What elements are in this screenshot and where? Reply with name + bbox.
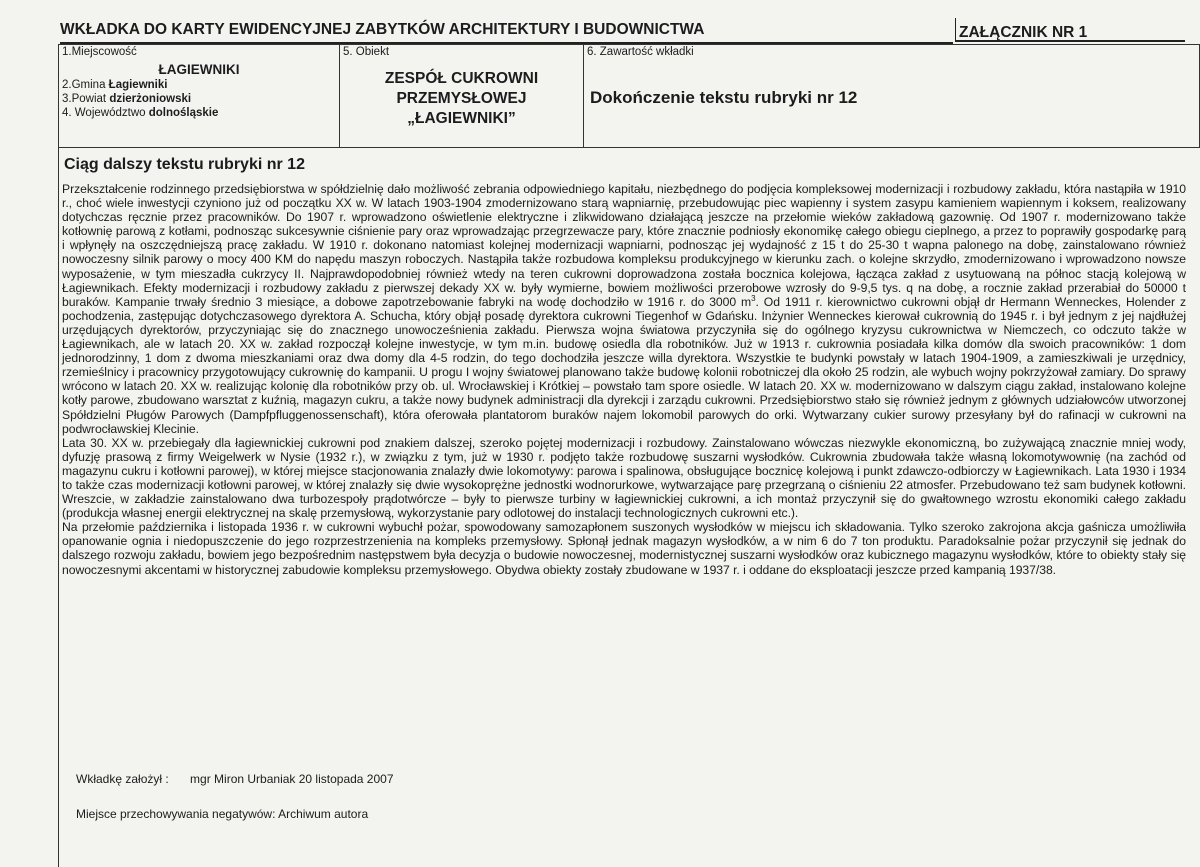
paragraph-1-part-b: . Od 1911 r. kierownictwo cukrowni objął dr Hermann Wenneckes, Holender z pochodzenia, zastępując dotychczasowego dyrektora A. Schucha, który objął posadę dyrektora cukrowni Tiegenhof w Gdańsku. Inżynier Wenneckes kierował cukrownią do 1945 r. i był jednym z jej najdłużej urzędujących dyrektorów, przyczyniając się do znacznego unowocześnienia zakładu. Pierwsza wojna światowa przyczyniła się do ogólnego kryzysu cukrownictwa w Niemczech, co odczuto także w Łagiewnikach, ale w latach 20. XX w. zakład rozpoczął kolejne inwestycje, w tym m.in. budowę osiedla dla robotników. Już w 1913 r. cukrownia posiadała kilka domów dla swoich pracowników: 1 dom jednorodzinny, 1 dom z dwoma mieszkaniami oraz dwa domy dla 4-5 rodzin, do tego dochodziła jeszcze willa dyrektora. Wszystkie te budynki powstały w latach 1904-1909, a zamieszkiwali je urzędnicy, rzemieślnicy i pracownicy przygotowujący cukrownię do kampanii. U progu I wojny światowej planowano także budowę kolonii robotniczej dla około 25 rodzin, ale wybuch wojny pokrzyżował zamiary. Do sprawy wrócono w latach 20. XX w. realizując kolonię dla robotników przy ob. ul. Wrocławskiej i Krótkiej – powstało tam spore osiedle. W latach 20. XX w. modernizowano w dalszym ciągu zakład, instalowano kolejne kotły parowe, zbudowano warsztat z kuźnią, magazyn cukru, a także nowy budynek administracji dla dyrekcji i zarządu cukrowni. Przedsiębiorstwo stało się również jednym z głównych udziałowców utworzonej Spółdzielni Pługów Parowych (Dampfpfluggenossenschaft), która oferowała plantatorom buraków najem lokomobil parowych do orki. Wytwarzany cukier surowy przesyłany był do rafinacji w cukrowni na podwrocławskiej Klecinie. <box>62 294 1186 436</box>
contents-label: 6. Zawartość wkładki <box>587 46 694 58</box>
wojewodztwo-value: dolnośląskie <box>148 107 219 119</box>
storage-line <box>76 807 368 821</box>
annex-label: ZAŁĄCZNIK NR 1 <box>955 18 1185 42</box>
paragraph-1 <box>62 182 1186 436</box>
wojewodztwo-label: 4. Województwo <box>62 107 146 119</box>
storage-value: Archiwum autora <box>278 807 369 821</box>
location-name: ŁAGIEWNIKI <box>158 62 240 77</box>
powiat-line <box>62 93 191 105</box>
main-section <box>58 147 1200 867</box>
gmina-value: Łagiewniki <box>108 79 168 91</box>
contents-text: Dokończenie tekstu rubryki nr 12 <box>590 88 858 107</box>
paragraph-1-part-a: Przekształcenie rodzinnego przedsiębiorstwa w spółdzielnię dało możliwość zebrania odpowiedniego kapitału, niezbędnego do podjęcia kompleksowej modernizacji i rozbudowy zakładu, która nastąpiła w 1910 r., choć wiele inwestycji czyniono już od początku XX w. W latach 1903-1904 zmodernizowano starą wapniarnię, przebudowując piec wapienny i system zasypu kamieniem wapiennym i koksem, realizowany dotychczas ręcznie przez pracowników. Do 1907 r. wprowadzono oświetlenie elektryczne i zlikwidowano działającą jeszcze na przełomie wieków zakładową gazownię. Od 1907 r. modernizowano także kotłownię parową z kotłami, podnosząc sukcesywnie ciśnienie pary oraz wprowadzając przegrzewacze pary, które znacznie podniosły ekonomikę całego obiegu cieplnego, a przez to poprawiły gospodarkę parą i wpłynęły na oszczędniejszą pracę zakładu. W 1910 r. dokonano natomiast kolejnej modernizacji wapniarni, podnosząc jej wydajność z 15 t do 25-30 t wapna palonego na dobę, zainstalowano również nowoczesny silnik parowy o mocy 400 KM do napędu maszyn roboczych. Nastąpiła także rozbudowa kompleksu produkcyjnego w kierunku zach. o kolejne skrzydło, zmodernizowano i wprowadzono nowsze wyposażenie, w tym mieszadła cukrzycy II. Najprawdopodobniej również wtedy na teren cukrowni doprowadzona została bocznica kolejowa, łącząca zakład z usytuowaną na północ stacją kolejową w Łagiewnikach. Efekty modernizacji i rozbudowy zakładu z pierwszej dekady XX w. były wymierne, bowiem możliwości przerobowe wzrosły do 9-9,5 tys. q na dobę, a rocznie zakład przerabiał do 50000 t buraków. Kampanie trwały średnio 3 miesiące, a dobowe zapotrzebowanie fabryki na wodę dochodziło w 1916 r. do 3000 m <box>62 182 1186 309</box>
powiat-value: dzierżoniowski <box>109 93 192 105</box>
object-name-line3: „ŁAGIEWNIKI” <box>407 110 516 127</box>
author-value: mgr Miron Urbaniak 20 listopada 2007 <box>190 772 394 786</box>
body-text <box>62 182 1186 577</box>
object-box <box>339 44 584 148</box>
location-label: 1.Miejscowość <box>62 46 137 58</box>
storage-label: Miejsce przechowywania negatywów: <box>76 807 276 821</box>
object-name <box>340 69 583 129</box>
object-name-line1: ZESPÓŁ CUKROWNI <box>384 70 539 87</box>
author-line <box>76 772 394 786</box>
section-title: Ciąg dalszy tekstu rubryki nr 12 <box>64 156 305 173</box>
document-title: WKŁADKA DO KARTY EWIDENCYJNEJ ZABYTKÓW ARCHITEKTURY I BUDOWNICTWA <box>60 18 953 44</box>
paragraph-2: Lata 30. XX w. przebiegały dla łagiewnickiej cukrowni pod znakiem dalszej, szeroko pojętej modernizacji i rozbudowy. Zainstalowano wówczas niezwykle ekonomiczną, bo zużywającą znacznie mniej wody, dyfuzję prasową z firmy Weigelwerk w Nysie (1932 r.), w związku z tym, już w 1930 r. podjęto także rozbudowę suszarni wysłodków. Cukrownia zbudowała także własną lokomotywownię (na zachód od magazynu cukru i kotłowni parowej), w której miejsce stacjonowania znalazły dwie lokomotywy: parowa i spalinowa, obsługujące bocznicę kolejową i punkt zdawczo-odbiorczy w Łagiewnikach. Lata 1930 i 1934 to także czas modernizacji kotłowni parowej, w której znalazły się dwie wysokoprężne jednostki wodnorurkowe, wytwarzające parę przegrzaną o ciśnieniu 22 atmosfer. Przebudowano też sam budynek kotłowni. Wreszcie, w zakładzie zainstalowano dwa turbozespoły prądotwórcze – były to pierwsze turbiny w łagiewnickiej cukrowni, a ich montaż przyczynił się do gwałtownego wzrostu ekonomiki całego zakładu (produkcja własnej energii elektrycznej na skalę przemysłową, wykorzystanie pary odlotowej do instalacji technologicznych cukrowni etc.). <box>62 435 1186 521</box>
paragraph-3: Na przełomie października i listopada 1936 r. w cukrowni wybuchł pożar, spowodowany samozapłonem suszonych wysłodków w miejscu ich składowania. Tylko szeroko zakrojona akcja gaśnicza umożliwiła opanowanie ognia i niedopuszczenie do jego rozprzestrzenienia na kompleks przemysłowy. Spłonął jednak magazyn wysłodków, a w nim 6 do 7 ton produktu. Paradoksalnie pożar przyczynił się jednak do dalszego rozwoju zakładu, bowiem jego bezpośrednim następstwem była decyzja o budowie nowoczesnej, modernistycznej suszarni wysłodków oraz kubicznego magazynu wysłodków, które to obiekty stały się nowoczesnymi akcentami w historycznej zabudowie kompleksu przemysłowego. Obydwa obiekty zostały zbudowane w 1937 r. i oddane do eksploatacji jeszcze przed kampanią 1937/38. <box>62 520 1186 577</box>
contents-box <box>583 44 1200 148</box>
object-label: 5. Obiekt <box>343 46 390 58</box>
author-label: Wkładkę założył : <box>76 772 169 786</box>
powiat-label: 3.Powiat <box>62 93 107 105</box>
gmina-label: 2.Gmina <box>62 79 106 91</box>
object-name-line2: PRZEMYSŁOWEJ <box>396 90 527 107</box>
gmina-line <box>62 79 167 91</box>
location-box <box>58 44 340 148</box>
wojewodztwo-line <box>62 107 218 119</box>
cubic-superscript: 3 <box>751 293 756 303</box>
